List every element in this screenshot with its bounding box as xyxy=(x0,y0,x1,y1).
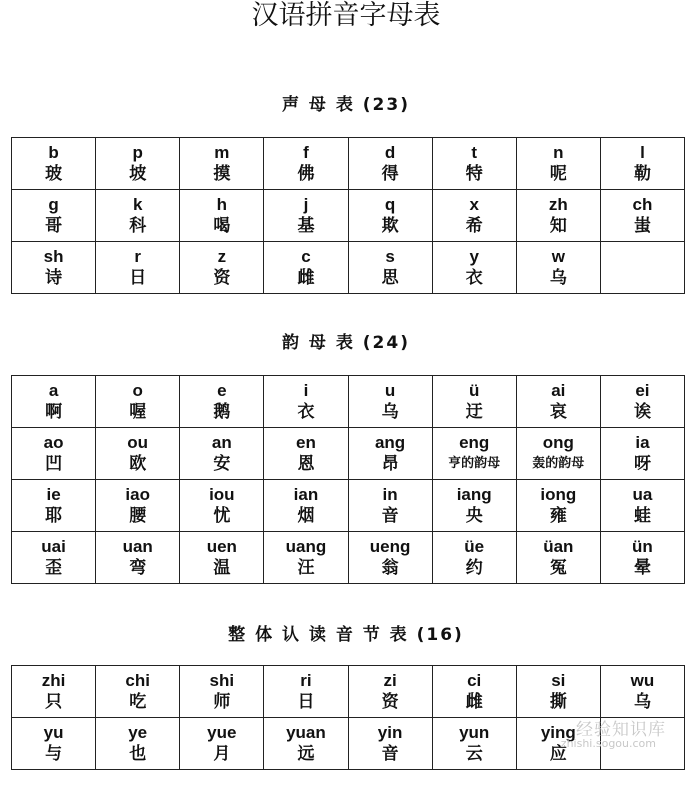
pinyin-cell xyxy=(432,718,516,770)
pinyin-text: ao xyxy=(43,432,64,452)
example-character: 佛 xyxy=(297,163,315,184)
example-character: 翁 xyxy=(381,557,399,578)
pinyin-text: en xyxy=(296,432,316,452)
pinyin-cell xyxy=(600,242,684,294)
example-character: 思 xyxy=(381,267,399,288)
watermark-url: zhishi.sogou.com xyxy=(560,737,656,750)
pinyin-text: u xyxy=(384,380,396,400)
page-title: 汉语拼音字母表 xyxy=(251,0,441,31)
example-character: 迂 xyxy=(465,401,483,422)
example-character: 腰 xyxy=(129,505,147,526)
pinyin-cell xyxy=(432,190,516,242)
pinyin-cell xyxy=(516,480,600,532)
pinyin-text: ying xyxy=(540,722,576,742)
example-character: 忧 xyxy=(213,505,231,526)
example-character: 音 xyxy=(381,743,399,764)
pinyin-cell xyxy=(180,718,264,770)
example-character: 耶 xyxy=(45,505,63,526)
finals-heading: 韵 母 表 (24) xyxy=(282,333,410,353)
pinyin-cell xyxy=(180,376,264,428)
pinyin-cell xyxy=(516,428,600,480)
example-character: 只 xyxy=(45,691,63,712)
pinyin-cell xyxy=(12,376,96,428)
pinyin-text: zh xyxy=(548,194,568,214)
example-character: 希 xyxy=(465,215,483,236)
pinyin-cell xyxy=(12,190,96,242)
pinyin-cell xyxy=(600,376,684,428)
example-character: 也 xyxy=(129,743,147,764)
example-character: 乌 xyxy=(381,401,399,422)
syllables-heading: 整 体 认 读 音 节 表 (16) xyxy=(228,625,464,645)
pinyin-cell xyxy=(516,666,600,718)
pinyin-cell xyxy=(432,138,516,190)
example-character: 与 xyxy=(45,743,63,764)
pinyin-cell xyxy=(180,242,264,294)
pinyin-cell xyxy=(348,428,432,480)
pinyin-text: si xyxy=(551,670,566,690)
pinyin-cell xyxy=(432,242,516,294)
pinyin-text: ei xyxy=(635,380,650,400)
pinyin-text: iao xyxy=(125,484,150,504)
example-character: 吃 xyxy=(129,691,147,712)
pinyin-cell xyxy=(12,666,96,718)
example-character: 蛙 xyxy=(633,505,651,526)
example-character: 科 xyxy=(129,215,147,236)
example-character: 温 xyxy=(213,557,231,578)
pinyin-cell xyxy=(12,480,96,532)
example-character: 玻 xyxy=(45,163,63,184)
pinyin-text: ua xyxy=(632,484,653,504)
pinyin-text: ia xyxy=(635,432,650,452)
pinyin-cell xyxy=(96,480,180,532)
example-character: 衣 xyxy=(465,267,483,288)
pinyin-text: sh xyxy=(43,246,64,266)
pinyin-text: yu xyxy=(43,722,64,742)
pinyin-cell xyxy=(600,480,684,532)
example-character: 知 xyxy=(549,215,567,236)
pinyin-text: r xyxy=(134,246,141,266)
initials-table xyxy=(11,137,685,294)
pinyin-text: wu xyxy=(630,670,655,690)
example-character: 撕 xyxy=(549,691,567,712)
pinyin-cell xyxy=(600,138,684,190)
pinyin-cell xyxy=(12,532,96,584)
example-character: 冤 xyxy=(549,557,567,578)
example-character: 恩 xyxy=(297,453,315,474)
pinyin-cell xyxy=(348,190,432,242)
example-character: 乌 xyxy=(549,267,567,288)
pinyin-cell xyxy=(516,242,600,294)
initials-heading: 声 母 表 (23) xyxy=(282,95,410,115)
example-character: 特 xyxy=(465,163,483,184)
pinyin-cell xyxy=(12,428,96,480)
pinyin-cell xyxy=(516,532,600,584)
example-character: 资 xyxy=(213,267,231,288)
pinyin-cell xyxy=(180,138,264,190)
pinyin-cell xyxy=(264,376,348,428)
pinyin-cell xyxy=(600,532,684,584)
pinyin-text: eng xyxy=(459,432,490,452)
pinyin-text: w xyxy=(551,246,565,266)
example-character: 凹 xyxy=(45,453,63,474)
example-character: 轰的韵母 xyxy=(532,455,585,471)
pinyin-text: üan xyxy=(543,536,574,556)
pinyin-text: k xyxy=(132,194,143,214)
pinyin-text: uai xyxy=(41,536,66,556)
pinyin-text: g xyxy=(48,194,59,214)
pinyin-cell xyxy=(96,376,180,428)
example-character: 呀 xyxy=(633,453,651,474)
example-character: 烟 xyxy=(297,505,315,526)
pinyin-cell xyxy=(432,376,516,428)
example-character: 昂 xyxy=(381,453,399,474)
example-character: 月 xyxy=(213,743,231,764)
pinyin-text: ang xyxy=(374,432,406,452)
example-character: 勒 xyxy=(633,163,651,184)
pinyin-cell xyxy=(96,138,180,190)
pinyin-text: a xyxy=(48,380,59,400)
example-character: 远 xyxy=(297,743,315,764)
example-character: 汪 xyxy=(297,557,315,578)
pinyin-cell xyxy=(96,428,180,480)
pinyin-cell xyxy=(600,428,684,480)
example-character: 乌 xyxy=(633,691,651,712)
pinyin-text: zhi xyxy=(41,670,66,690)
pinyin-text: q xyxy=(384,194,396,214)
example-character: 师 xyxy=(213,691,231,712)
pinyin-cell xyxy=(264,666,348,718)
pinyin-text: yun xyxy=(459,722,490,742)
pinyin-text: z xyxy=(217,246,227,266)
pinyin-cell xyxy=(180,532,264,584)
example-character: 摸 xyxy=(213,163,231,184)
example-character: 啊 xyxy=(45,401,63,422)
example-character: 资 xyxy=(381,691,399,712)
pinyin-text: in xyxy=(382,484,398,504)
pinyin-cell xyxy=(348,138,432,190)
example-character: 日 xyxy=(297,691,315,712)
pinyin-cell xyxy=(180,480,264,532)
pinyin-text: shi xyxy=(209,670,235,690)
pinyin-text: ün xyxy=(632,536,653,556)
example-character: 欺 xyxy=(381,215,399,236)
example-character: 欧 xyxy=(129,453,147,474)
pinyin-text: ai xyxy=(551,380,566,400)
example-character: 哥 xyxy=(45,215,63,236)
pinyin-text: iou xyxy=(209,484,235,504)
pinyin-text: ian xyxy=(293,484,319,504)
pinyin-cell xyxy=(96,532,180,584)
pinyin-cell xyxy=(516,138,600,190)
example-character: 日 xyxy=(129,267,147,288)
pinyin-cell xyxy=(180,428,264,480)
pinyin-text: yue xyxy=(207,722,237,742)
pinyin-text: c xyxy=(301,246,311,266)
pinyin-text: t xyxy=(471,142,478,162)
pinyin-text: ueng xyxy=(369,536,411,556)
pinyin-text: ye xyxy=(128,722,148,742)
pinyin-text: p xyxy=(132,142,143,162)
example-character: 亨的韵母 xyxy=(448,455,501,471)
pinyin-cell xyxy=(432,532,516,584)
pinyin-cell xyxy=(348,718,432,770)
pinyin-cell xyxy=(348,666,432,718)
pinyin-cell xyxy=(96,666,180,718)
table-row xyxy=(12,428,685,480)
pinyin-text: d xyxy=(384,142,396,162)
example-character: 云 xyxy=(465,743,483,764)
example-character: 诗 xyxy=(45,267,63,288)
finals-table xyxy=(11,375,685,584)
pinyin-cell xyxy=(348,532,432,584)
example-character: 诶 xyxy=(633,401,651,422)
pinyin-text: b xyxy=(48,142,59,162)
pinyin-text: j xyxy=(303,194,309,214)
pinyin-text: ci xyxy=(467,670,482,690)
example-character: 雌 xyxy=(297,267,315,288)
pinyin-cell xyxy=(516,190,600,242)
pinyin-cell xyxy=(96,718,180,770)
table-row xyxy=(12,480,685,532)
example-character: 鹅 xyxy=(213,401,231,422)
pinyin-text: l xyxy=(640,142,645,162)
pinyin-text: iang xyxy=(456,484,492,504)
example-character: 蚩 xyxy=(633,215,651,236)
pinyin-cell xyxy=(264,532,348,584)
pinyin-text: an xyxy=(211,432,232,452)
example-character: 约 xyxy=(465,557,483,578)
example-character: 应 xyxy=(549,743,567,764)
pinyin-cell xyxy=(600,666,684,718)
example-character: 衣 xyxy=(297,401,315,422)
pinyin-cell xyxy=(180,190,264,242)
watermark-logo: 经验知识库 xyxy=(576,720,666,740)
pinyin-text: h xyxy=(216,194,227,214)
pinyin-text: üe xyxy=(464,536,485,556)
table-row xyxy=(12,190,685,242)
pinyin-cell xyxy=(264,718,348,770)
pinyin-cell xyxy=(264,480,348,532)
pinyin-text: n xyxy=(553,142,564,162)
example-character: 坡 xyxy=(129,163,147,184)
pinyin-text: zi xyxy=(383,670,397,690)
table-row xyxy=(12,242,685,294)
example-character: 基 xyxy=(297,215,315,236)
example-character: 歪 xyxy=(45,557,63,578)
pinyin-text: ü xyxy=(468,380,480,400)
pinyin-cell xyxy=(348,376,432,428)
pinyin-text: s xyxy=(385,246,395,266)
pinyin-text: uan xyxy=(122,536,153,556)
example-character: 晕 xyxy=(633,557,651,578)
pinyin-text: o xyxy=(132,380,143,400)
table-row xyxy=(12,532,685,584)
example-character: 弯 xyxy=(129,557,147,578)
table-row xyxy=(12,376,685,428)
pinyin-cell xyxy=(12,242,96,294)
example-character: 喝 xyxy=(213,215,231,236)
pinyin-text: yuan xyxy=(286,722,326,742)
pinyin-text: iong xyxy=(540,484,577,504)
pinyin-cell xyxy=(600,190,684,242)
pinyin-text: ou xyxy=(127,432,149,452)
pinyin-cell xyxy=(264,428,348,480)
pinyin-text: ch xyxy=(632,194,653,214)
pinyin-cell xyxy=(264,190,348,242)
pinyin-text: y xyxy=(469,246,479,266)
pinyin-cell xyxy=(516,376,600,428)
table-row xyxy=(12,138,685,190)
pinyin-text: e xyxy=(217,380,227,400)
pinyin-text: yin xyxy=(377,722,403,742)
pinyin-text: x xyxy=(469,194,479,214)
pinyin-text: ie xyxy=(46,484,61,504)
pinyin-cell xyxy=(264,138,348,190)
pinyin-text: uen xyxy=(206,536,237,556)
example-character: 喔 xyxy=(129,401,147,422)
pinyin-text: i xyxy=(303,380,309,400)
table-row xyxy=(12,666,685,718)
pinyin-cell xyxy=(348,480,432,532)
example-character: 呢 xyxy=(549,163,567,184)
example-character: 哀 xyxy=(549,401,567,422)
pinyin-cell xyxy=(432,666,516,718)
example-character: 安 xyxy=(213,453,231,474)
pinyin-text: ri xyxy=(300,670,312,690)
pinyin-text: uang xyxy=(285,536,327,556)
pinyin-cell xyxy=(12,138,96,190)
example-character: 央 xyxy=(465,505,483,526)
pinyin-text: chi xyxy=(125,670,150,690)
pinyin-text: ong xyxy=(542,432,574,452)
pinyin-cell xyxy=(348,242,432,294)
pinyin-text: m xyxy=(214,142,230,162)
pinyin-cell xyxy=(432,428,516,480)
example-character: 音 xyxy=(381,505,399,526)
pinyin-cell xyxy=(96,190,180,242)
pinyin-cell xyxy=(12,718,96,770)
example-character: 得 xyxy=(381,163,399,184)
example-character: 雌 xyxy=(465,691,483,712)
pinyin-cell xyxy=(180,666,264,718)
example-character: 雍 xyxy=(549,505,567,526)
pinyin-cell xyxy=(96,242,180,294)
pinyin-text: f xyxy=(303,142,309,162)
pinyin-cell xyxy=(432,480,516,532)
pinyin-cell xyxy=(264,242,348,294)
